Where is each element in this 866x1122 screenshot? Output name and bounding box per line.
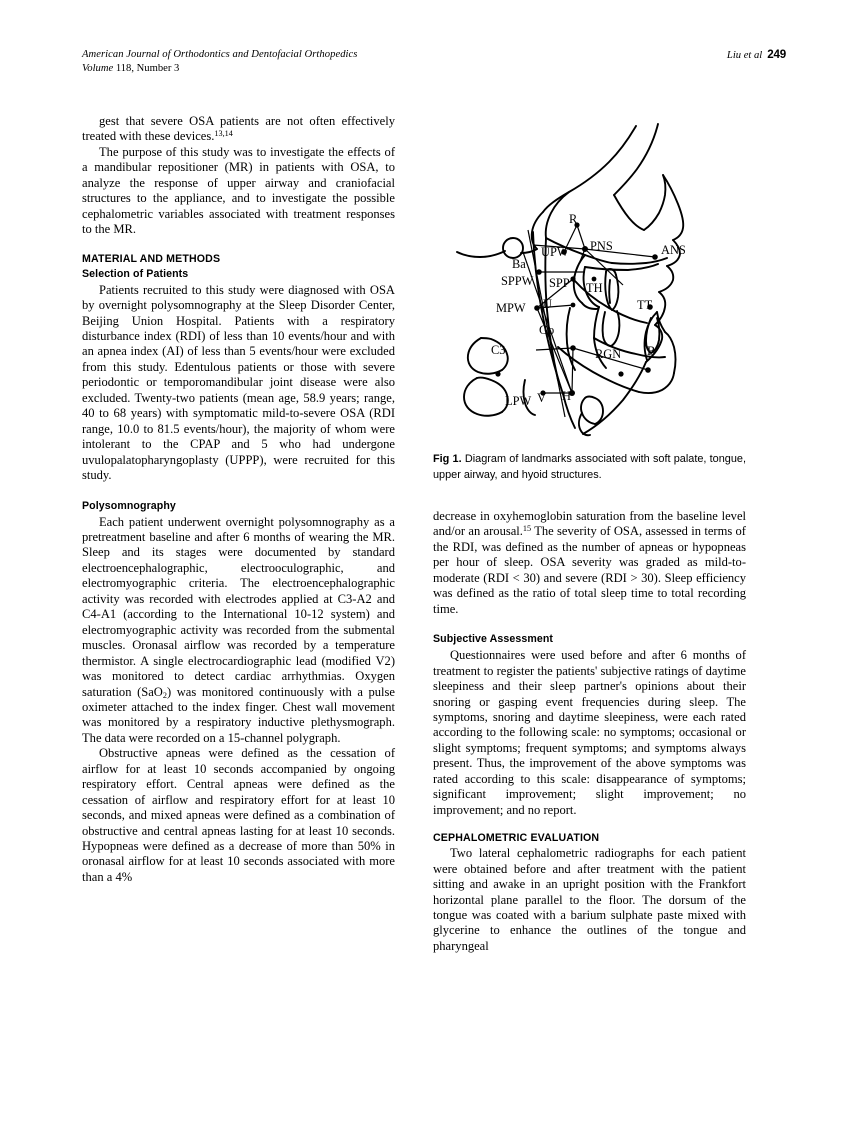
landmark-label-B: B: [647, 344, 656, 358]
paragraph-purpose: The purpose of this study was to investigate the effects of a mandibular repositioner (MR) in patients with OSA, to analyze the response of upper airway and craniofacial structures to the appliance, and to investigate the possible cephalometric variables associated with treatment responses to the MR.: [82, 144, 395, 237]
heading-material-and-methods: MATERIAL AND METHODS: [82, 252, 221, 265]
paragraph-radiographs: Two lateral cephalometric radiographs for each patient were obtained before and after treatment with the patient sitting and awake in an upright position with the Frankfort horizontal plane parallel to the floor. The dorsum of the tongue was coated with a barium sulphate paste mixed with glycerine to enhance the outlines of the tongue and pharyngeal: [433, 846, 746, 953]
paragraph-continued-oxyhemoglobin: [433, 509, 746, 617]
paragraph-patients: Patients recruited to this study were diagnosed with OSA by overnight polysomnography at the Sleep Disorder Center, Beijing Union Hospital. Patients with a respiratory disturbance index (RDI) of less than 10 events/hour and with an apnea index (AI) of less than 5 events/hour were excluded from this study. Edentulous patients or those with severe periodontic or temporomandibular joint disease were also excluded. Twenty-two patients (mean age, 58.9 years; range, 40 to 68 years) with symptomatic mild-to-severe OSA (RDI range, 10.0 to 81.5 events/hour), the majority of whom were intolerant to the CPAP and 5 who had undergone uvulopalatopharyngoplasty (UPPP), were recruited for this study.: [82, 282, 395, 483]
paragraph-polysomnography: [82, 515, 395, 747]
subheading-selection-of-patients: Selection of Patients: [82, 267, 189, 280]
journal-title: American Journal of Orthodontics and Dentofacial Orthopedics: [82, 49, 358, 60]
figure-1-caption: [433, 452, 746, 483]
landmark-label-RGN: RGN: [595, 347, 622, 361]
landmark-label-R: R: [569, 212, 578, 226]
landmark-label-U: U: [543, 297, 552, 311]
running-head: [82, 48, 786, 82]
paragraph-apnea-definitions: Obstructive apneas were defined as the cessation of airflow for at least 10 seconds accompanied by ongoing respiratory effort. Central apneas were defined as the cessation of airflow and respiratory effort for at least 10 seconds, and mixed apneas were defined as a combination of obstructive and central apneas lasting for at least 10 seconds. Hypopneas were defined as a decrease of more than 50% in oronasal airflow for at least 10 seconds associated with more than a 4%: [82, 746, 395, 884]
cephalometric-tracing-svg: [433, 112, 746, 442]
paragraph-text-part2: The severity of OSA, assessed in terms of the RDI, was defined as the number of apneas or hypopneas per hour of sleep. OSA severity was graded as mild-to-moderate (RDI < 30) and severe (RDI > 30). Sleep efficiency was defined as the ratio of total sleep time to total recording time.: [433, 524, 746, 616]
landmark-label-LPW: LPW: [505, 394, 532, 408]
subheading-subjective-assessment: Subjective Assessment: [433, 633, 554, 646]
landmark-label-UPW: UPW: [541, 245, 569, 259]
paragraph-text-part1: Each patient underwent overnight polysomnography as a pretreatment baseline and after 6 months of wearing the MR. Sleep and its stages were documented by standard electroencephalographic, electrooculographic, and electromyographic criteria. The electroencephalographic activity was recorded with electrodes applied at C3-A2 and C4-A1 (according to the International 10-12 system) and electromyographic activity was recorded from the submental muscles. Oronasal airflow was recorded by a temperature thermistor. A single electrocardiographic lead (modified V2) was monitored to detect cardiac arrhythmias. Oxygen saturation (SaO: [82, 514, 395, 699]
right-column: [433, 509, 746, 954]
landmark-label-TT: TT: [637, 298, 653, 312]
page-number: 249: [767, 48, 786, 61]
landmark-label-V: V: [537, 391, 546, 405]
volume-issue: [82, 62, 179, 76]
authors-and-page: [727, 48, 786, 63]
paragraph-text: gest that severe OSA patients are not often effectively treated with these devices.: [82, 114, 395, 144]
reference-superscript-13-14: 13,14: [214, 129, 233, 139]
cephalometric-tracing-diagram: [433, 112, 746, 442]
paragraph-text-part2: ) was monitored continuously with a pulse oximeter attached to the index finger. Chest wall movement was monitored by a respiratory inductive plethysmograph. The data were recorded on a 15-channel polygraph.: [82, 684, 395, 745]
volume-label: Volume: [82, 63, 114, 74]
subscript-sao2: 2: [162, 690, 167, 700]
landmark-label-SPP: SPP: [549, 276, 570, 290]
landmark-label-PNS: PNS: [590, 239, 613, 253]
landmark-label-TH: TH: [586, 281, 603, 295]
landmark-label-ANS: ANS: [661, 243, 686, 257]
landmark-label-Go: Go: [539, 323, 555, 337]
landmark-label-MPW: MPW: [496, 301, 526, 315]
figure-1: [433, 112, 746, 442]
subheading-polysomnography: Polysomnography: [82, 499, 176, 512]
volume-number: 118, Number 3: [115, 63, 180, 74]
landmark-label-H: H: [562, 389, 571, 403]
paragraph-text-part1: decrease in oxyhemoglobin saturation from the baseline level and/or an arousal.: [433, 509, 746, 539]
heading-cephalometric-evaluation: CEPHALOMETRIC EVALUATION: [433, 832, 600, 845]
landmark-label-Ba: Ba: [512, 257, 526, 271]
left-column: [82, 114, 395, 885]
paragraph-questionnaires: Questionnaires were used before and after 6 months of treatment to register the patients' subjective ratings of daytime sleepiness and their sleep partner's opinions about their snoring or gasping event frequencies during sleep. The symptoms, snoring and daytime sleepiness, were each rated according to the following scale: no symptoms; occasional or slight symptoms; frequent symptoms; and symptoms always present. Thus, the improvement of the above symptoms was rated according to this scale: disappearance of symptoms; significant improvement; slight improvement; no improvement; and no report.: [433, 648, 746, 817]
reference-superscript-15: 15: [522, 524, 532, 534]
landmark-label-C3: C3: [491, 343, 506, 357]
figure-label: Fig 1.: [433, 453, 462, 465]
figure-caption-text: Diagram of landmarks associated with soft palate, tongue, upper airway, and hyoid structures.: [433, 453, 746, 481]
landmark-label-SPPW: SPPW: [501, 274, 534, 288]
paragraph-continued-devices: [82, 114, 395, 145]
authors-short: Liu et al: [726, 50, 763, 61]
